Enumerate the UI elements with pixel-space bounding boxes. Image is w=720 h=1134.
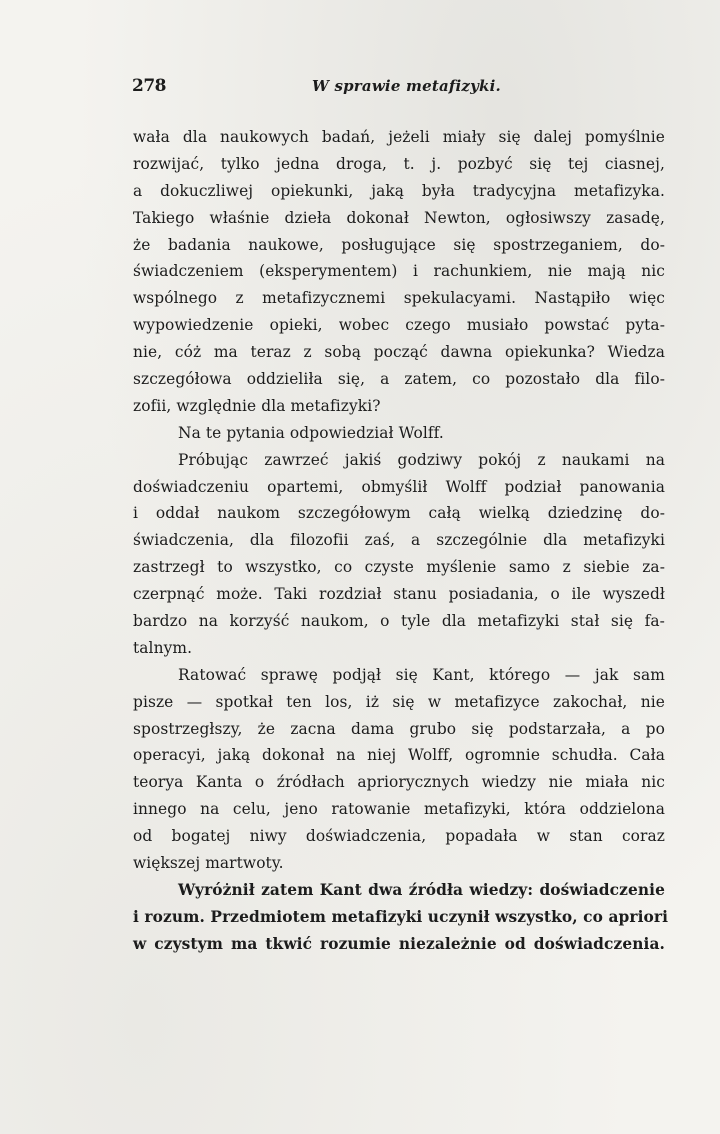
text-line: rozwijać, tylko jedna droga, t. j. pozbyć się tej ciasnej, — [133, 154, 665, 173]
text-line: zofii, względnie dla metafizyki? — [133, 396, 381, 415]
text-line: operacyi, jaką dokonał na niej Wolff, ogromnie schudła. Cała — [133, 746, 665, 765]
text-line: zastrzegł to wszystko, co czyste myślenie samo z siebie za- — [133, 558, 665, 577]
text-line: Takiego właśnie dzieła dokonał Newton, ogłosiwszy zasadę, — [133, 208, 665, 227]
page-number: 278 — [132, 76, 166, 96]
text-line: większej martwoty. — [133, 854, 284, 873]
text-line: spostrzegłszy, że zacna dama grubo się podstarzała, a po — [133, 719, 665, 738]
running-title: W sprawie metafizyki. — [312, 77, 501, 95]
text-line: i oddał naukom szczegółowym całą wielką dziedzinę do- — [133, 504, 665, 523]
text-line: teorya Kanta o źródłach apriorycznych wiedzy nie miała nic — [133, 773, 665, 792]
text-line: że badania naukowe, posługujące się spostrzeganiem, do- — [133, 235, 665, 254]
text-line: innego na celu, jeno ratowanie metafizyki, która oddzielona — [133, 800, 665, 819]
text-line: wypowiedzenie opieki, wobec czego musiało powstać pyta- — [133, 316, 665, 335]
text-line: a dokuczliwej opiekunki, jaką była tradycyjna metafizyka. — [133, 181, 665, 200]
text-line: świadczenia, dla filozofii zaś, a szczególnie dla metafizyki — [133, 531, 665, 550]
body-text — [133, 124, 669, 958]
text-line: doświadczeniu opartemi, obmyślił Wolff podział panowania — [133, 477, 665, 496]
text-line: szczegółowa oddzieliła się, a zatem, co pozostało dla filo- — [133, 370, 665, 389]
page-header — [132, 76, 672, 102]
text-line: Próbując zawrzeć jakiś godziwy pokój z naukami na — [178, 450, 665, 469]
text-line: bardzo na korzyść naukom, o tyle dla metafizyki stał się fa- — [133, 612, 665, 631]
text-line: świadczeniem (eksperymentem) i rachunkiem, nie mają nic — [133, 262, 665, 281]
text-line: wspólnego z metafizycznemi spekulacyami. Nastąpiło więc — [133, 289, 665, 308]
text-line: w czystym ma tkwić rozumie niezależnie od doświadczenia. — [133, 934, 665, 953]
text-line: wała dla naukowych badań, jeżeli miały się dalej pomyślnie — [133, 128, 665, 146]
text-line: Wyróżnił zatem Kant dwa źródła wiedzy: doświadczenie — [178, 880, 665, 899]
text-line: i rozum. Przedmiotem metafizyki uczynił wszystko, co apriori — [133, 907, 669, 926]
text-line: Ratować sprawę podjął się Kant, którego — jak sam — [178, 665, 665, 684]
text-line: Na te pytania odpowiedział Wolff. — [178, 423, 444, 442]
text-line: talnym. — [133, 638, 193, 657]
text-line: od bogatej niwy doświadczenia, popadała w stan coraz — [133, 827, 665, 846]
text-line: czerpnąć może. Taki rozdział stanu posiadania, o ile wyszedł — [133, 585, 665, 604]
text-line: nie, cóż ma teraz z sobą począć dawna opiekunka? Wiedza — [133, 343, 665, 362]
text-line: pisze — spotkał ten los, iż się w metafizyce zakochał, nie — [133, 692, 665, 711]
